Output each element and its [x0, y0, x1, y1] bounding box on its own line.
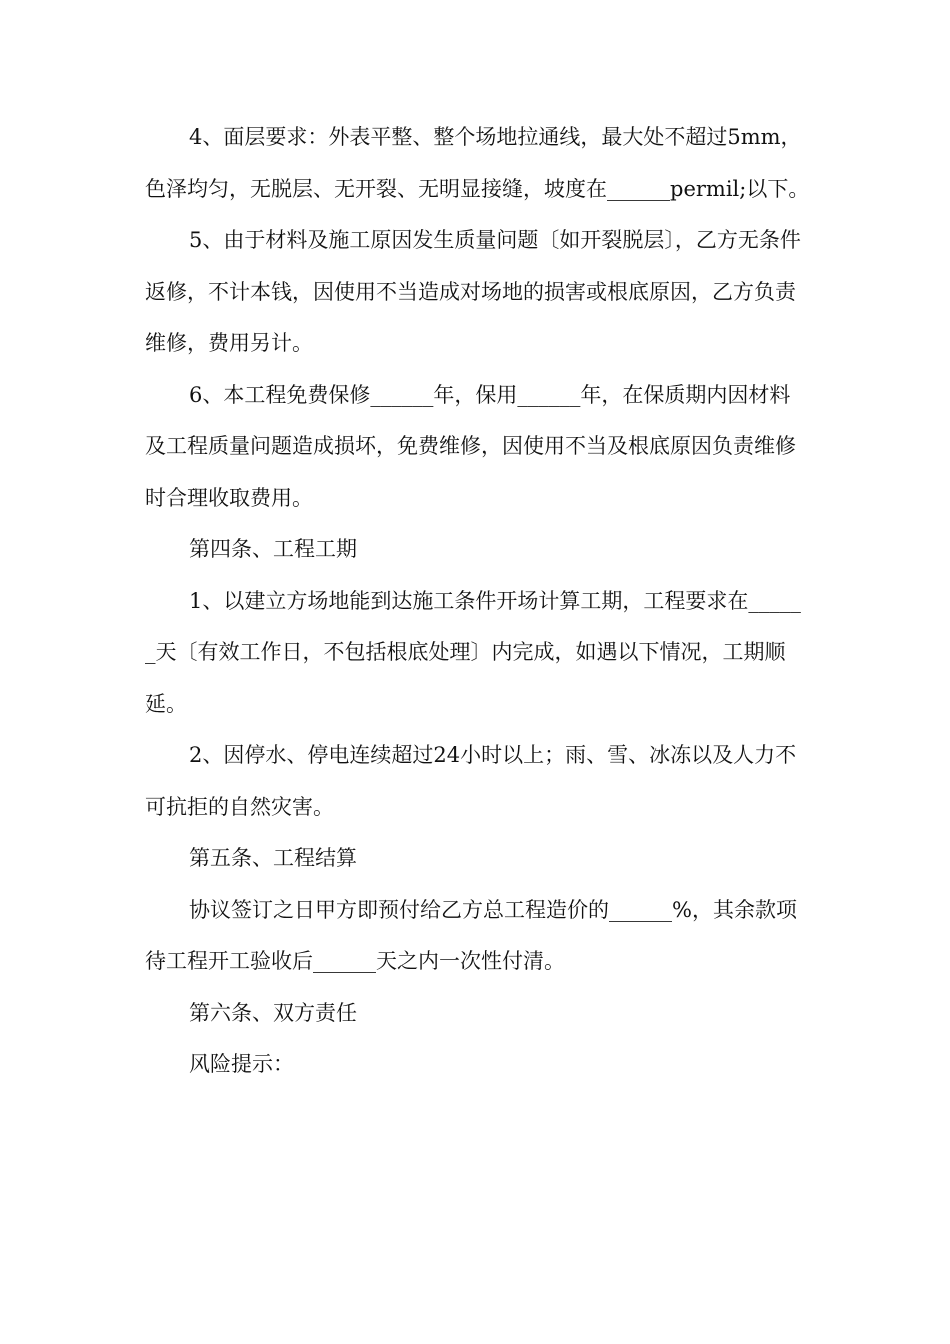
paragraph-delay-conditions: 2、因停水、停电连续超过24小时以上；雨、雪、冰冻以及人力不可抗拒的自然灾害。: [145, 743, 797, 819]
paragraph-schedule: 1、以建立方场地能到达施工条件开场计算工期，工程要求在______天〔有效工作日，不包括根底处理〕内完成，如遇以下情况，工期顺延。: [145, 588, 801, 716]
paragraph-risk-notice: 风险提示：: [189, 1052, 294, 1076]
document-body: [145, 112, 810, 1091]
paragraph-payment: 协议签订之日甲方即预付给乙方总工程造价的______%，其余款项待工程开工验收后______天之内一次性付清。: [145, 897, 797, 973]
heading-article-four: 第四条、工程工期: [189, 537, 357, 561]
paragraph-warranty: 6、本工程免费保修______年，保用______年，在保质期内因材料及工程质量问题造成损坏，免费维修，因使用不当及根底原因负责维修时合理收取费用。: [145, 382, 796, 510]
heading-article-five: 第五条、工程结算: [189, 846, 357, 870]
paragraph-surface-requirements: 4、面层要求：外表平整、整个场地拉通线，最大处不超过5mm，色泽均匀，无脱层、无开裂、无明显接缝，坡度在______permil;以下。: [145, 125, 810, 201]
paragraph-quality-repair: 5、由于材料及施工原因发生质量问题〔如开裂脱层〕，乙方无条件返修，不计本钱，因使用不当造成对场地的损害或根底原因，乙方负责维修，费用另计。: [145, 228, 801, 355]
heading-article-six: 第六条、双方责任: [189, 1000, 357, 1025]
